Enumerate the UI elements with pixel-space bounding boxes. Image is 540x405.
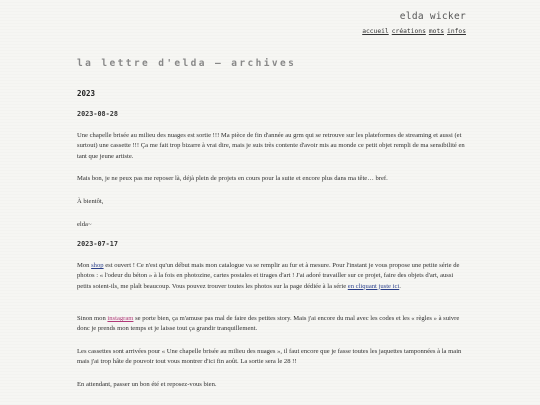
post1-paragraph-3: À bientôt,: [77, 198, 104, 205]
post2-paragraph-2: [77, 314, 465, 335]
instagram-link[interactable]: instagram: [107, 315, 134, 322]
post2-paragraph-1: [77, 261, 465, 292]
post-date-2023-07-17: 2023-07-17: [77, 240, 118, 248]
site-title[interactable]: elda wicker: [399, 11, 466, 22]
series-page-link[interactable]: en cliquant juste ici: [347, 282, 400, 290]
post2-p1-text-c: .: [399, 282, 401, 290]
post2-p2-text-b: se porte bien, ça m'amuse pas mal de faire des petites story. Mais j'ai encore du mal avec les codes et les « règles » à suivre donc je prends mon temps et je laisse tout ça grandir tranquillement.: [77, 315, 460, 333]
post2-p1-text-a: Mon: [77, 262, 92, 269]
post1-paragraph-1: Une chapelle brisée au milieu des nuages est sortie !!! Ma pièce de fin d'année au grm qui se retrouve sur les plateformes de streaming et aussi (et surtout) une cassette !!! Ça me fait trop bizarre à vrai dire, mais je suis très contente d'avoir mis au monde ce petit objet rempli de ma sensibilité en tant que jeune artiste.: [77, 132, 465, 160]
main-nav: [362, 28, 466, 35]
post2-paragraph-3: Les cassettes sont arrivées pour « Une chapelle brisée au milieu des nuages », il faut encore que je fasse toutes les jaquettes tamponnées à la main mais j'ai trop hâte de pouvoir tout vous montrer d'ici fin août. La sortie sera le 28 !!: [77, 348, 462, 366]
nav-link-creations[interactable]: créations: [391, 28, 426, 35]
nav-link-mots[interactable]: mots: [428, 28, 445, 35]
archive-content: [77, 58, 465, 388]
nav-link-accueil[interactable]: accueil: [362, 28, 389, 35]
post2-paragraph-4: En attendant, passer un bon été et reposez-vous bien.: [77, 381, 217, 388]
post2-p2-text-a: Sinon mon: [77, 315, 108, 322]
year-heading: 2023: [77, 89, 96, 98]
nav-link-infos[interactable]: infos: [447, 28, 466, 35]
post-date-2023-08-28: 2023-08-28: [77, 110, 118, 118]
post1-signature: elda~: [77, 221, 92, 228]
post1-paragraph-2: Mais bon, je ne peux pas me reposer là, déjà plein de projets en cours pour la suite et encore plus dans ma tête… bref.: [77, 175, 388, 182]
page-title: la lettre d'elda — archives: [77, 58, 297, 69]
post2-p1-text-b: est ouvert ! Ce n'est qu'un début mais mon catalogue va se remplir au fur et à mesure. Pour l'instant je vous propose une petite série de photos : « l'odeur du béton » à la fois en photozine, cartes postales et tirages d'art ! J'ai adoré travailler sur ce projet, faire des objets d'art, aussi petits soient-ils, me plaît beaucoup. Vous pouvez trouver toutes les photos sur la page dédiée à la série: [77, 262, 460, 290]
shop-link[interactable]: shop: [91, 262, 104, 269]
